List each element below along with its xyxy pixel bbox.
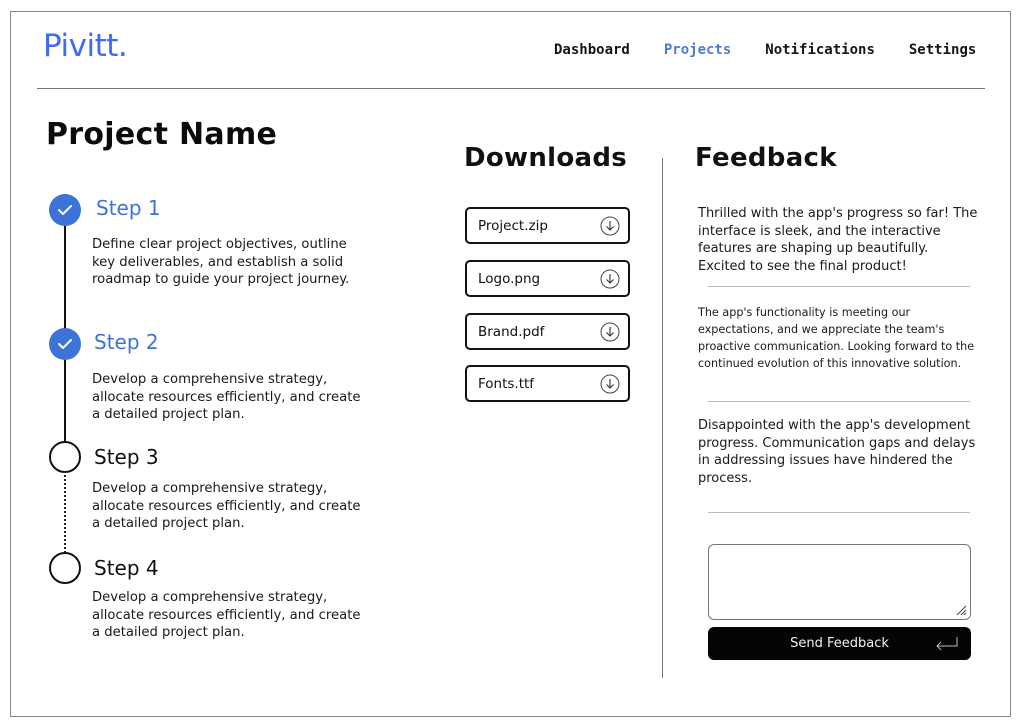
nav-notifications[interactable]: Notifications [765, 42, 875, 58]
feedback-entry: Thrilled with the app's progress so far! The interface is sleek, and the interactive features are shaping up beautifully. Excited to see the final product! [698, 206, 978, 274]
column-divider [662, 158, 663, 678]
download-brand-pdf[interactable] [465, 313, 630, 350]
send-feedback-button[interactable] [708, 627, 971, 660]
download-icon[interactable] [600, 216, 620, 236]
send-feedback-label: Send Feedback [790, 636, 889, 651]
feedback-entry: Disappointed with the app's development progress. Communication gaps and delays in addressing issues have hindered the process. [698, 418, 976, 486]
step-4-description: Develop a comprehensive strategy, allocate resources efficiently, and create a detailed project plan. [92, 590, 361, 640]
feedback-entry: The app's functionality is meeting our expectations, and we appreciate the team's proactive communication. Looking forward to the continued evolution of this innovative solution. [698, 306, 975, 370]
feedback-input[interactable] [708, 544, 971, 620]
step-4-title: Step 4 [94, 556, 159, 580]
feedback-divider [708, 401, 970, 402]
file-name: Brand.pdf [478, 323, 545, 340]
step-3-description: Develop a comprehensive strategy, allocate resources efficiently, and create a detailed project plan. [92, 481, 361, 531]
timeline-connector-solid [64, 358, 66, 443]
feedback-heading: Feedback [695, 143, 837, 173]
step-3-status [49, 441, 81, 473]
step-1-description: Define clear project objectives, outline key deliverables, and establish a solid roadmap to guide your project journey. [92, 237, 350, 287]
file-name: Project.zip [478, 217, 548, 234]
nav-dashboard[interactable]: Dashboard [554, 42, 630, 58]
page-title: Project Name [46, 117, 278, 152]
feedback-divider [708, 286, 970, 287]
nav-projects[interactable]: Projects [663, 42, 732, 58]
resize-handle-icon[interactable] [954, 603, 967, 616]
downloads-heading: Downloads [464, 143, 628, 173]
step-2-title: Step 2 [94, 330, 159, 354]
download-icon[interactable] [600, 322, 620, 342]
timeline-connector-dotted [64, 475, 66, 553]
download-icon[interactable] [600, 269, 620, 289]
check-icon [57, 204, 73, 216]
logo[interactable]: Pivitt. [43, 28, 128, 64]
step-1-status [49, 194, 81, 226]
step-3-title: Step 3 [94, 445, 159, 469]
timeline-connector-solid [64, 224, 66, 336]
check-icon [57, 338, 73, 350]
file-name: Logo.png [478, 270, 541, 287]
file-name: Fonts.ttf [478, 375, 535, 392]
download-icon[interactable] [600, 374, 620, 394]
download-fonts-ttf[interactable] [465, 365, 630, 402]
step-2-status [49, 328, 81, 360]
download-logo-png[interactable] [465, 260, 630, 297]
download-project-zip[interactable] [465, 207, 630, 244]
feedback-divider [708, 512, 970, 513]
enter-icon [935, 636, 959, 650]
step-1-title: Step 1 [96, 196, 161, 220]
step-2-description: Develop a comprehensive strategy, allocate resources efficiently, and create a detailed project plan. [92, 372, 361, 422]
header-divider [37, 88, 985, 89]
step-4-status [49, 552, 81, 584]
top-nav [554, 42, 976, 58]
nav-settings[interactable]: Settings [908, 42, 977, 58]
